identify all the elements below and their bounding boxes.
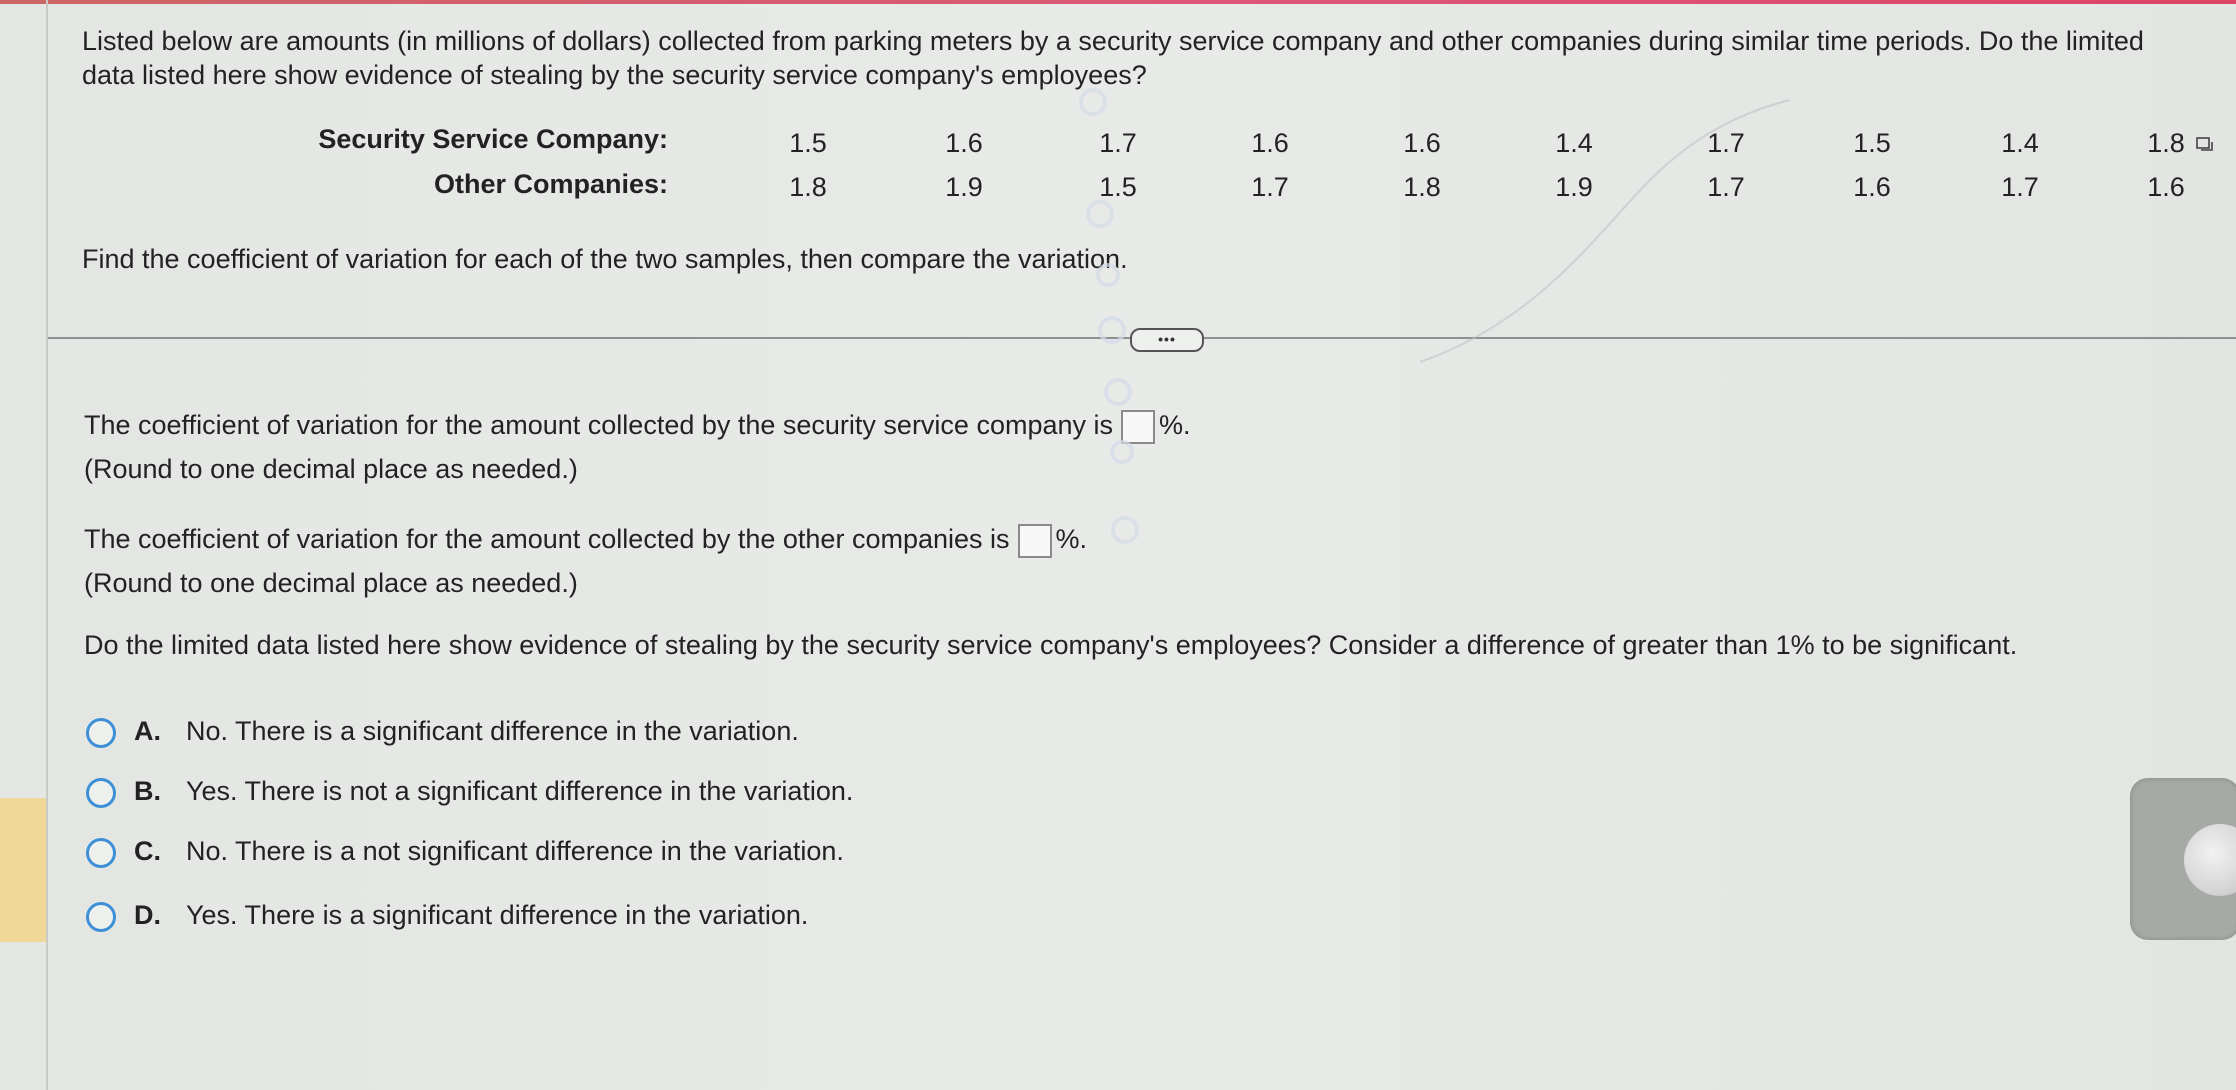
side-tab [0, 798, 46, 942]
more-options-button[interactable]: ••• [1130, 328, 1204, 352]
option-d-text: Yes. There is a significant difference in the variation. [186, 900, 809, 930]
other-value-3: 1.5 [1099, 172, 1137, 202]
security-value-5: 1.6 [1403, 128, 1441, 158]
other-value-10: 1.6 [2147, 172, 2185, 202]
other-cv-answer-box[interactable] [1018, 524, 1052, 558]
question-1-suffix: %. [1159, 410, 1191, 440]
security-cv-answer-box[interactable] [1121, 410, 1155, 444]
other-value-5: 1.8 [1403, 172, 1441, 202]
radio-button-icon[interactable] [86, 718, 116, 748]
question-2-hint: (Round to one decimal place as needed.) [84, 568, 578, 598]
option-c-letter: C. [134, 836, 161, 866]
security-value-9: 1.4 [2001, 128, 2039, 158]
problem-intro-line-2: data listed here show evidence of stealing by the security service company's employees? [82, 60, 1147, 90]
radio-button-icon[interactable] [86, 778, 116, 808]
row-label-other-companies: Other Companies: [433, 169, 668, 199]
security-value-3: 1.7 [1099, 128, 1137, 158]
option-b-letter: B. [134, 776, 161, 806]
instructions-text: Find the coefficient of variation for each of the two samples, then compare the variation. [82, 244, 1128, 274]
row-label-security-company: Security Service Company: [318, 124, 668, 154]
option-d-letter: D. [134, 900, 161, 930]
other-value-6: 1.9 [1555, 172, 1593, 202]
other-value-1: 1.8 [789, 172, 827, 202]
security-value-1: 1.5 [789, 128, 827, 158]
multiple-choice-question: Do the limited data listed here show evidence of stealing by the security service company's employees? Consider a difference of greater than 1% to be significant. [84, 630, 2018, 660]
security-value-6: 1.4 [1555, 128, 1593, 158]
security-value-7: 1.7 [1707, 128, 1745, 158]
radio-button-icon[interactable] [86, 902, 116, 932]
option-c-text: No. There is a not significant difference in the variation. [186, 836, 844, 866]
widget-knob[interactable] [2184, 824, 2236, 896]
question-2 [84, 522, 1087, 558]
other-value-7: 1.7 [1707, 172, 1745, 202]
left-border [46, 0, 48, 1090]
security-value-2: 1.6 [945, 128, 983, 158]
question-2-text: The coefficient of variation for the amount collected by the other companies is [84, 524, 1010, 554]
security-value-10: 1.8 [2147, 128, 2185, 158]
other-value-8: 1.6 [1853, 172, 1891, 202]
option-a-letter: A. [134, 716, 161, 746]
question-1 [84, 408, 1191, 444]
problem-intro-line-1: Listed below are amounts (in millions of dollars) collected from parking meters by a security service company and other companies during similar time periods. Do the limited [82, 26, 2144, 56]
side-widget[interactable] [2130, 778, 2236, 940]
security-value-4: 1.6 [1251, 128, 1289, 158]
other-value-2: 1.9 [945, 172, 983, 202]
question-1-text: The coefficient of variation for the amount collected by the security service company is [84, 410, 1114, 440]
other-value-9: 1.7 [2001, 172, 2039, 202]
security-value-8: 1.5 [1853, 128, 1891, 158]
other-value-4: 1.7 [1251, 172, 1289, 202]
option-b-text: Yes. There is not a significant difference in the variation. [186, 776, 854, 806]
question-1-hint: (Round to one decimal place as needed.) [84, 454, 578, 484]
radio-button-icon[interactable] [86, 838, 116, 868]
copy-icon[interactable] [2196, 137, 2214, 153]
top-accent-bar [0, 0, 2236, 4]
question-2-suffix: %. [1055, 524, 1088, 554]
option-a-text: No. There is a significant difference in the variation. [186, 716, 799, 746]
